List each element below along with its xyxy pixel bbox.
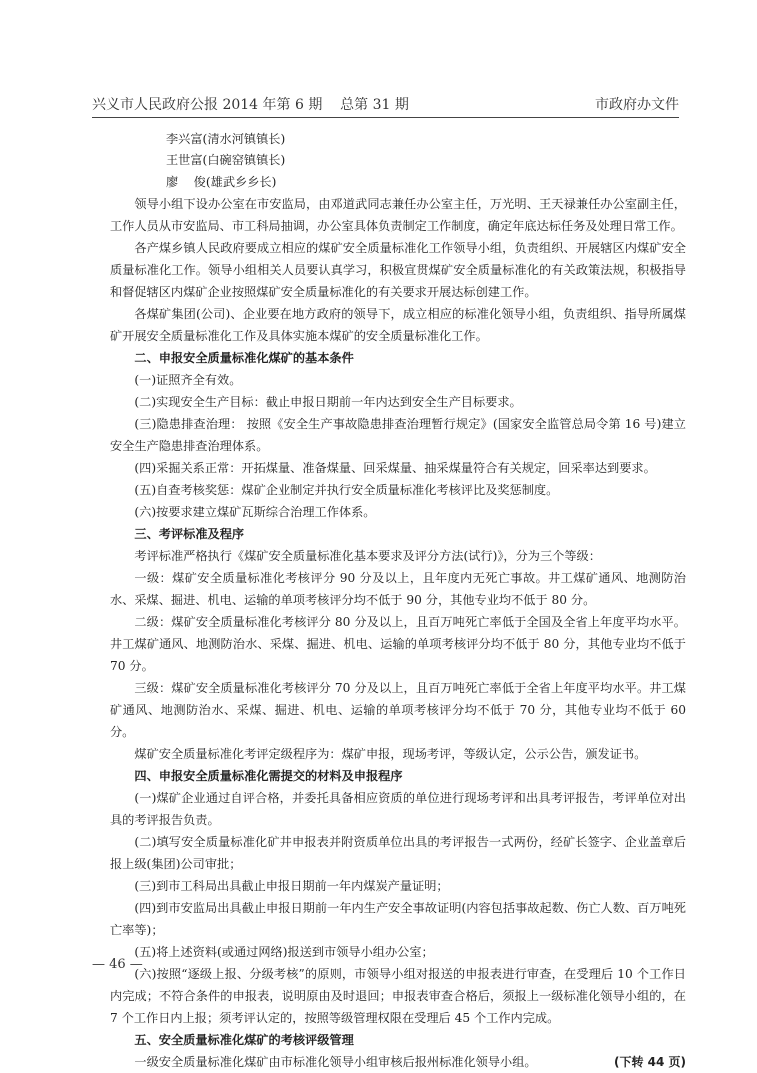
header-section: 市政府办文件 bbox=[595, 97, 679, 113]
section-heading: 三、考评标准及程序 bbox=[134, 527, 245, 541]
paragraph: 二级：煤矿安全质量标准化考核评分 80 分及以上，且百万吨死亡率低于全国及全省上年度平均水平。井工煤矿通风、地测防治水、采煤、掘进、机电、运输的单项考核评分均不低于 80 分，其他专业均不低于 70 分。 bbox=[110, 615, 686, 673]
paragraph: 一级：煤矿安全质量标准化考核评分 90 分及以上，且年度内无死亡事故。井工煤矿通风、地测防治水、采煤、掘进、机电、运输的单项考核评分均不低于 90 分，其他专业均不低于 80 分。 bbox=[110, 571, 686, 607]
paragraph: 领导小组下设办公室在市安监局，由邓道武同志兼任办公室主任，万光明、王天禄兼任办公室副主任，工作人员从市安监局、市工科局抽调，办公室具体负责制定工作制度，确定年底达标任务及处理日常工作。 bbox=[110, 197, 686, 233]
header-journal-title: 兴义市人民政府公报 2014 年第 6 期 总第 31 期 bbox=[92, 97, 409, 113]
member-name: 廖 俊(雄武乡乡长) bbox=[166, 175, 277, 189]
section-heading: 四、申报安全质量标准化需提交的材料及申报程序 bbox=[134, 769, 403, 783]
list-item: (六)按要求建立煤矿瓦斯综合治理工作体系。 bbox=[134, 505, 376, 519]
section-heading: 二、申报安全质量标准化煤矿的基本条件 bbox=[134, 351, 354, 365]
list-item: (三)隐患排查治理： 按照《安全生产事故隐患排查治理暂行规定》(国家安全监管总局令第 16 号)建立安全生产隐患排查治理体系。 bbox=[110, 417, 686, 453]
list-item: (二)实现安全生产目标：截止申报日期前一年内达到安全生产目标要求。 bbox=[134, 395, 522, 409]
header-rule bbox=[92, 117, 679, 118]
member-name: 李兴富(清水河镇镇长) bbox=[166, 132, 286, 146]
list-item: (一)证照齐全有效。 bbox=[134, 373, 242, 387]
closing-line bbox=[110, 1051, 686, 1073]
member-name: 王世富(白碗窑镇镇长) bbox=[166, 153, 286, 167]
list-item: (六)按照“逐级上报、分级考核”的原则，市领导小组对报送的申报表进行审查，在受理后 10 个工作日内完成；不符合条件的申报表，说明原由及时退回；申报表审查合格后，须报上一级标准化领导小组的，在 7 个工作日内上报；须考评认定的，按照等级管理权限在受理后 45 个工作内完成。 bbox=[110, 967, 686, 1025]
running-header bbox=[92, 92, 679, 114]
list-item: (一)煤矿企业通过自评合格，并委托具备相应资质的单位进行现场考评和出具考评报告，考评单位对出具的考评报告负责。 bbox=[110, 791, 686, 827]
paragraph: 考评标准严格执行《煤矿安全质量标准化基本要求及评分方法(试行)》，分为三个等级： bbox=[134, 549, 601, 563]
list-item: (四)到市安监局出具截止申报日期前一年内生产安全事故证明(内容包括事故起数、伤亡人数、百万吨死亡率等)； bbox=[110, 901, 686, 937]
paragraph: 一级安全质量标准化煤矿由市标准化领导小组审核后报州标准化领导小组。 bbox=[134, 1055, 537, 1069]
paragraph: 三级：煤矿安全质量标准化考核评分 70 分及以上，且百万吨死亡率低于全省上年度平均水平。井工煤矿通风、地测防治水、采煤、掘进、机电、运输的单项考核评分均不低于 70 分，其他专业均不低于 60 分。 bbox=[110, 681, 686, 739]
list-item: (二)填写安全质量标准化矿井申报表并附资质单位出具的考评报告一式两份，经矿长签字、企业盖章后报上级(集团)公司审批； bbox=[110, 835, 686, 871]
paragraph: 煤矿安全质量标准化考评定级程序为：煤矿申报，现场考评，等级认定，公示公告，颁发证书。 bbox=[134, 747, 647, 761]
section-heading: 五、安全质量标准化煤矿的考核评级管理 bbox=[134, 1033, 354, 1047]
page-number: — 46 — bbox=[92, 957, 143, 972]
paragraph: 各煤矿集团(公司)、企业要在地方政府的领导下，成立相应的标准化领导小组，负责组织、指导所属煤矿开展安全质量标准化工作及具体实施本煤矿的安全质量标准化工作。 bbox=[110, 307, 686, 343]
paragraph: 各产煤乡镇人民政府要成立相应的煤矿安全质量标准化工作领导小组，负责组织、开展辖区内煤矿安全质量标准化工作。领导小组相关人员要认真学习，积极宣贯煤矿安全质量标准化的有关政策法规，积极指导和督促辖区内煤矿企业按照煤矿安全质量标准化的有关要求开展达标创建工作。 bbox=[110, 241, 686, 299]
list-item: (四)采掘关系正常：开拓煤量、准备煤量、回采煤量、抽采煤量符合有关规定，回采率达到要求。 bbox=[134, 461, 656, 475]
list-item: (三)到市工科局出具截止申报日期前一年内煤炭产量证明； bbox=[134, 879, 449, 893]
list-item: (五)自查考核奖惩：煤矿企业制定并执行安全质量标准化考核评比及奖惩制度。 bbox=[134, 483, 559, 497]
continued-note: (下转 44 页) bbox=[613, 1055, 686, 1069]
body-text bbox=[110, 128, 686, 1073]
list-item: (五)将上述资料(或通过网络)报送到市领导小组办公室； bbox=[134, 945, 434, 959]
